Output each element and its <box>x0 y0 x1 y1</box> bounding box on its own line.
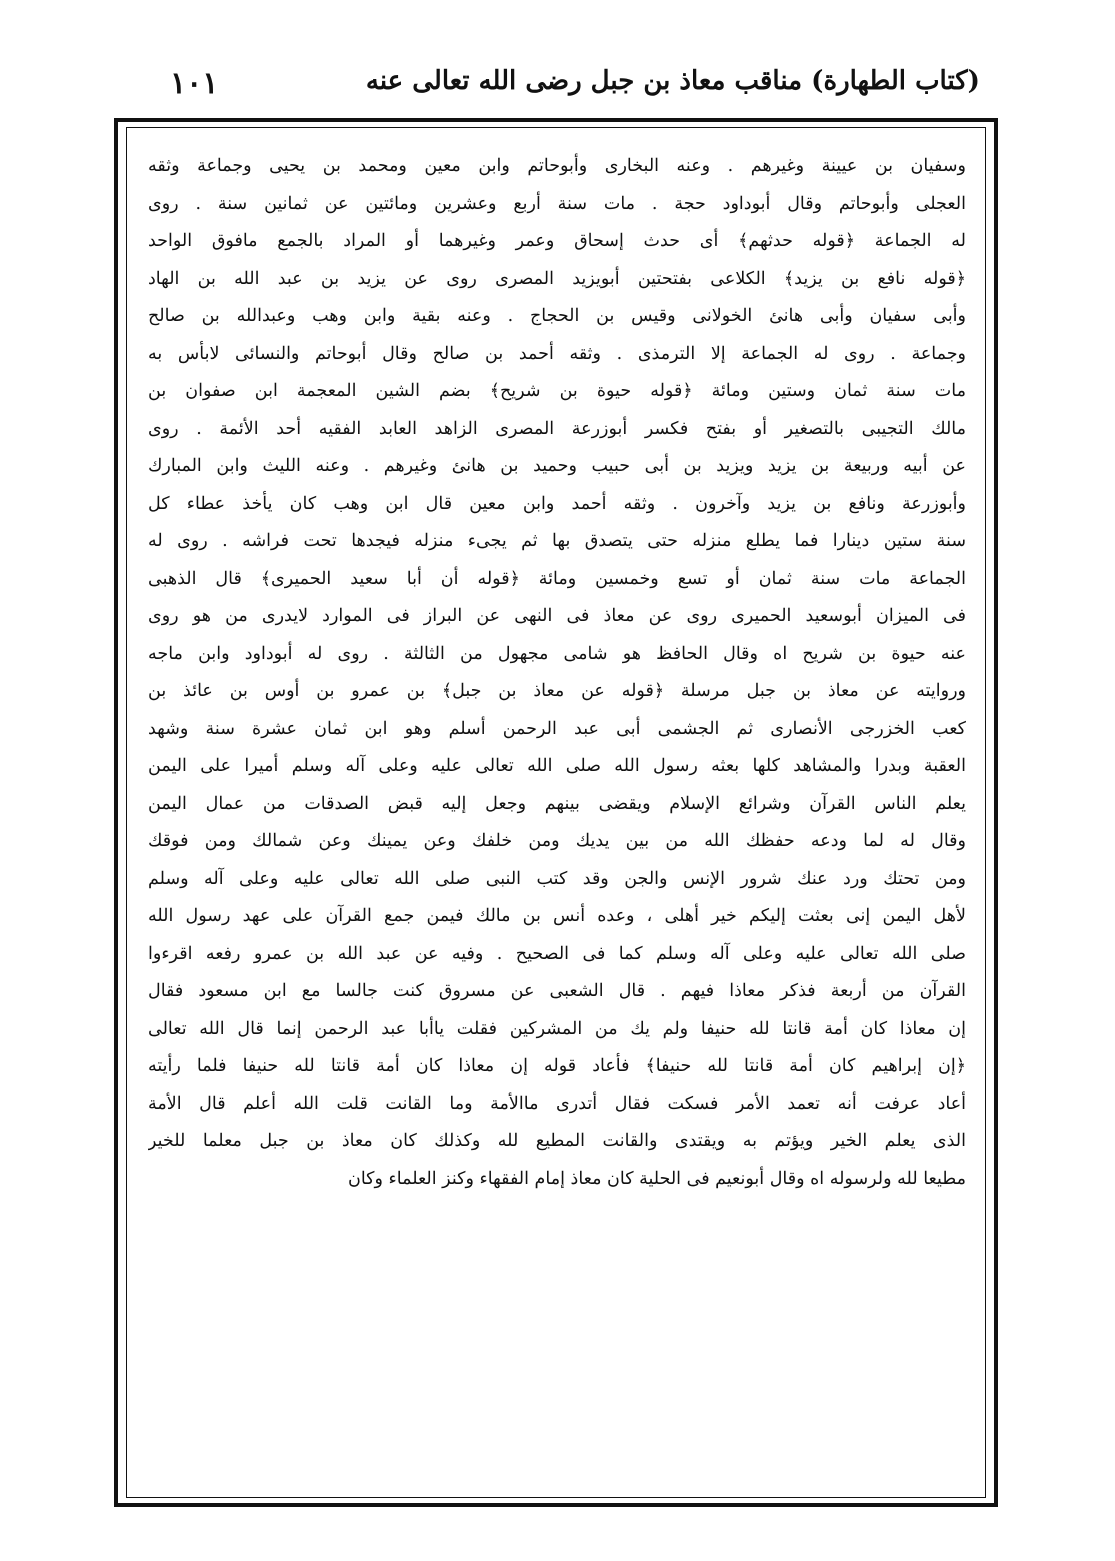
text-line: وأبى سفيان وأبى هانئ الخولانى وقيس بن الحجاج . وعنه بقية وابن وهب وعبدالله بن صالح <box>148 306 966 326</box>
text-line: وسفيان بن عيينة وغيرهم . وعنه البخارى وأبوحاتم وابن معين ومحمد بن يحيى وجماعة وثقه <box>148 156 966 176</box>
text-line: وروايته عن معاذ بن جبل مرسلة ﴿قوله عن معاذ بن جبل﴾ بن عمرو بن أوس بن عائذ بن <box>148 681 966 701</box>
text-line: أعاد عرفت أنه تعمد الأمر فسكت فقال أتدرى ماالأمة وما القانت قلت الله أعلم قال الأمة <box>148 1093 966 1114</box>
text-line: فى الميزان أبوسعيد الحميرى روى عن معاذ فى النهى عن البراز فى الموارد لايدرى من هو روى <box>148 606 966 626</box>
text-line: عن أبيه وربيعة بن يزيد ويزيد بن أبى حبيب وحميد بن هانئ وغيرهم . وعنه الليث وابن المبارك <box>148 456 966 476</box>
text-line: ﴿قوله نافع بن يزيد﴾ الكلاعى بفتحتين أبويزيد المصرى روى عن يزيد بن عبد الله بن الهاد <box>148 268 966 289</box>
text-line: عنه حيوة بن شريح اه وقال الحافظ هو شامى مجهول من الثالثة . روى له أبوداود وابن ماجه <box>148 643 966 664</box>
body-text <box>148 148 966 1198</box>
text-line: العقبة وبدرا والمشاهد كلها بعثه رسول الله صلى الله تعالى عليه وعلى آله وسلم أميرا على اليمن <box>148 756 966 776</box>
text-line: إن معاذا كان أمة قانتا لله حنيفا ولم يك من المشركين فقلت ياأبا عبد الرحمن إنما قال الله تعالى <box>148 1018 966 1039</box>
text-line: وأبوزرعة ونافع بن يزيد وآخرون . وثقه أحمد وابن معين قال ابن وهب كان يأخذ عطاء كل <box>148 493 966 514</box>
text-line: لأهل اليمن إنى بعثت إليكم خير أهلى ، وعده أنس بن مالك فيمن جمع القرآن على عهد رسول الله <box>148 906 966 926</box>
text-line: يعلم الناس القرآن وشرائع الإسلام ويقضى بينهم وجعل إليه قبض الصدقات من عمال اليمن <box>148 793 966 814</box>
text-line: مطيعا لله ولرسوله اه وقال أبونعيم فى الحلية كان معاذ إمام الفقهاء وكنز العلماء وكان <box>347 1168 966 1189</box>
text-line: ﴿إن إبراهيم كان أمة قانتا لله حنيفا﴾ فأعاد قوله إن معاذا كان أمة قانتا لله حنيفا فلما رأيته <box>148 1056 966 1076</box>
text-line: الذى يعلم الخير ويؤتم به ويقتدى والقانت المطيع لله وكذلك كان معاذ بن جبل معلما للخير <box>148 1131 966 1151</box>
text-line: له الجماعة ﴿قوله حدثهم﴾ أى حدث إسحاق وعمر وغيرهما أو المراد بالجمع مافوق الواحد <box>148 231 966 251</box>
page-number: ١٠١ <box>170 66 219 101</box>
text-line: وقال له لما ودعه حفظك الله من بين يديك ومن خلفك وعن يمينك وعن شمالك ومن فوقك <box>148 831 966 851</box>
text-line: كعب الخزرجى الأنصارى ثم الجشمى أبى عبد الرحمن أسلم وهو ابن ثمان عشرة سنة وشهد <box>148 718 966 739</box>
text-line: مالك التجيبى بالتصغير أو بفتح فكسر أبوزرعة المصرى الزاهد العابد الفقيه أحد الأئمة . روى <box>148 418 966 439</box>
text-line: ومن تحتك ورد عنك شرور الإنس والجن وقد كتب النبى صلى الله تعالى عليه وعلى آله وسلم <box>148 868 966 889</box>
text-line: القرآن من أربعة فذكر معاذا فيهم . قال الشعبى عن مسروق كنت جالسا مع ابن مسعود فقال <box>148 981 966 1001</box>
text-line: مات سنة ثمان وستين ومائة ﴿قوله حيوة بن شريح﴾ بضم الشين المعجمة ابن صفوان بن <box>148 381 966 401</box>
text-line: الجماعة مات سنة ثمان أو تسع وخمسين ومائة ﴿قوله أن أبا سعيد الحميرى﴾ قال الذهبى <box>148 568 966 589</box>
running-title: (كتاب الطهارة) مناقب معاذ بن جبل رضى الله تعالى عنه <box>365 66 980 96</box>
page-header <box>130 62 980 112</box>
text-line: سنة ستين دينارا فما يطلع منزله حتى يتصدق بها ثم يجىء منزله فيجدها تحت فراشه . روى له <box>148 531 966 551</box>
text-line: صلى الله تعالى عليه وعلى آله وسلم كما فى الصحيح . وفيه عن عبد الله بن عمرو رفعه اقرءوا <box>148 943 966 964</box>
text-line: وجماعة . روى له الجماعة إلا الترمذى . وثقه أحمد بن صالح وقال أبوحاتم والنسائى لابأس به <box>148 343 966 364</box>
text-line: العجلى وأبوحاتم وقال أبوداود حجة . مات سنة أربع وعشرين ومائتين عن ثمانين سنة . روى <box>148 193 966 214</box>
